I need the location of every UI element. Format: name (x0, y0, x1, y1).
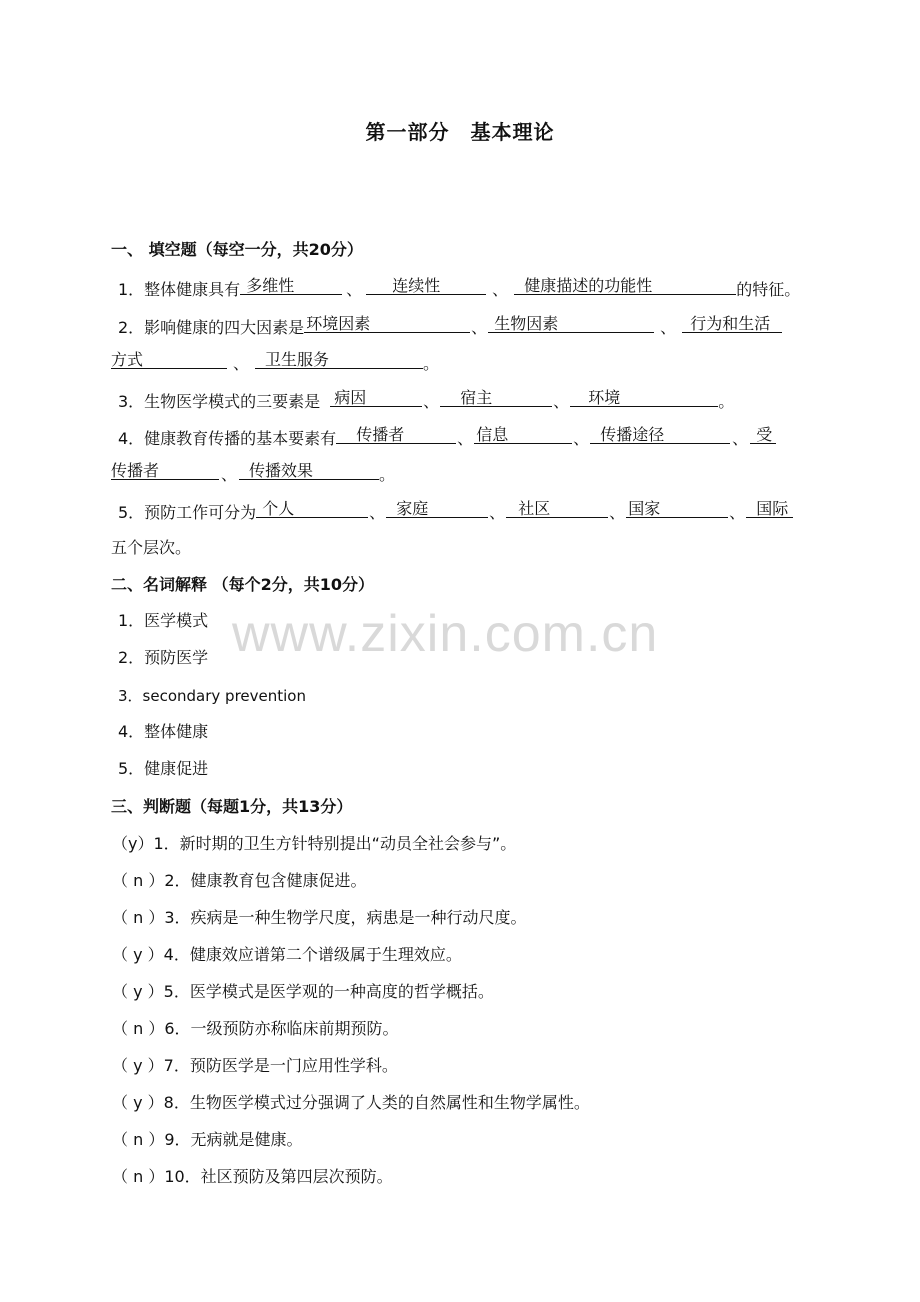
question-5: 5．预防工作可分为 个人 、 家庭 、 社区 、 国家 、 国际 (118, 499, 823, 524)
answer-blank: 社区 (506, 499, 608, 518)
answer-blank: 病因 (330, 388, 422, 407)
answer-blank: 卫生服务 (255, 350, 423, 369)
question-text: 。 (718, 392, 735, 411)
answer-blank: 传播途径 (590, 425, 730, 444)
answer-blank: 家庭 (386, 499, 488, 518)
question-text: 2．影响健康的四大因素是 (118, 318, 305, 337)
term-item: 3．secondary prevention (118, 687, 306, 705)
true-false-item: （ y ）5．医学模式是医学观的一种高度的哲学概括。 (112, 982, 494, 1001)
question-text: 的特征。 (736, 280, 801, 299)
term-item: 4．整体健康 (118, 722, 209, 741)
section-fill-blank-heading: 一、 填空题（每空一分，共20分） (111, 240, 363, 259)
answer-blank: 国际 (746, 499, 793, 518)
answer-blank: 环境 (570, 388, 718, 407)
true-false-item: （ y ）7．预防医学是一门应用性学科。 (112, 1056, 398, 1075)
question-text: 。 (423, 354, 440, 373)
answer-blank: 连续性 (366, 276, 486, 295)
answer-blank: 行为和生活 (682, 314, 782, 333)
question-text: 。 (379, 465, 396, 484)
question-4: 4．健康教育传播的基本要素有 传播者 、 信息 、 传播途径 、 受 (118, 425, 823, 450)
true-false-item: （ y ）4．健康效应谱第二个谱级属于生理效应。 (112, 945, 462, 964)
answer-blank: 环境因素 (304, 314, 470, 333)
section-terms-heading: 二、名词解释 （每个2分，共10分） (111, 575, 374, 594)
term-item: 2．预防医学 (118, 648, 209, 667)
true-false-item: （ n ）10．社区预防及第四层次预防。 (112, 1167, 393, 1186)
answer-blank: 宿主 (440, 388, 552, 407)
answer-blank: 传播者 (336, 425, 456, 444)
term-item: 5．健康促进 (118, 759, 209, 778)
answer-blank: 国家 (626, 499, 728, 518)
answer-blank: 个人 (256, 499, 368, 518)
true-false-item: （ n ）2．健康教育包含健康促进。 (112, 871, 367, 890)
question-text: 4．健康教育传播的基本要素有 (118, 429, 337, 448)
question-text: 5．预防工作可分为 (118, 503, 257, 522)
page-title: 第一部分 基本理论 (365, 120, 555, 144)
true-false-item: （y）1．新时期的卫生方针特别提出“动员全社会参与”。 (112, 834, 517, 853)
true-false-item: （ n ）6．一级预防亦称临床前期预防。 (112, 1019, 399, 1038)
question-5-continued: 五个层次。 (111, 538, 192, 557)
true-false-item: （ n ）3．疾病是一种生物学尺度，病患是一种行动尺度。 (112, 908, 527, 927)
answer-blank: 多维性 (240, 276, 342, 295)
question-4-continued: 传播者 、 传播效果 。 (111, 461, 396, 484)
true-false-item: （ n ）9．无病就是健康。 (112, 1130, 303, 1149)
true-false-item: （ y ）8．生物医学模式过分强调了人类的自然属性和生物学属性。 (112, 1093, 590, 1112)
answer-blank: 健康描述的功能性 (514, 276, 736, 295)
question-text: 3．生物医学模式的三要素是 (118, 392, 321, 411)
answer-blank: 生物因素 (488, 314, 654, 333)
question-2-continued: 方式 、 卫生服务 。 (111, 350, 440, 373)
question-text: 1．整体健康具有 (118, 280, 241, 299)
term-item: 1．医学模式 (118, 611, 209, 630)
section-true-false-heading: 三、判断题（每题1分，共13分） (111, 797, 353, 816)
question-3: 3．生物医学模式的三要素是 病因 、 宿主 、 环境 。 (118, 388, 735, 411)
question-2: 2．影响健康的四大因素是 环境因素 、 生物因素 、 行为和生活 (118, 314, 823, 339)
watermark: www.zixin.com.cn (232, 605, 659, 663)
answer-blank: 方式 (111, 350, 227, 369)
answer-blank: 信息 (474, 425, 572, 444)
question-1: 1．整体健康具有 多维性 、 连续性 、 健康描述的功能性 的特征。 (118, 276, 801, 299)
answer-blank: 受 (750, 425, 776, 444)
answer-blank: 传播者 (111, 461, 219, 480)
answer-blank: 传播效果 (239, 461, 379, 480)
